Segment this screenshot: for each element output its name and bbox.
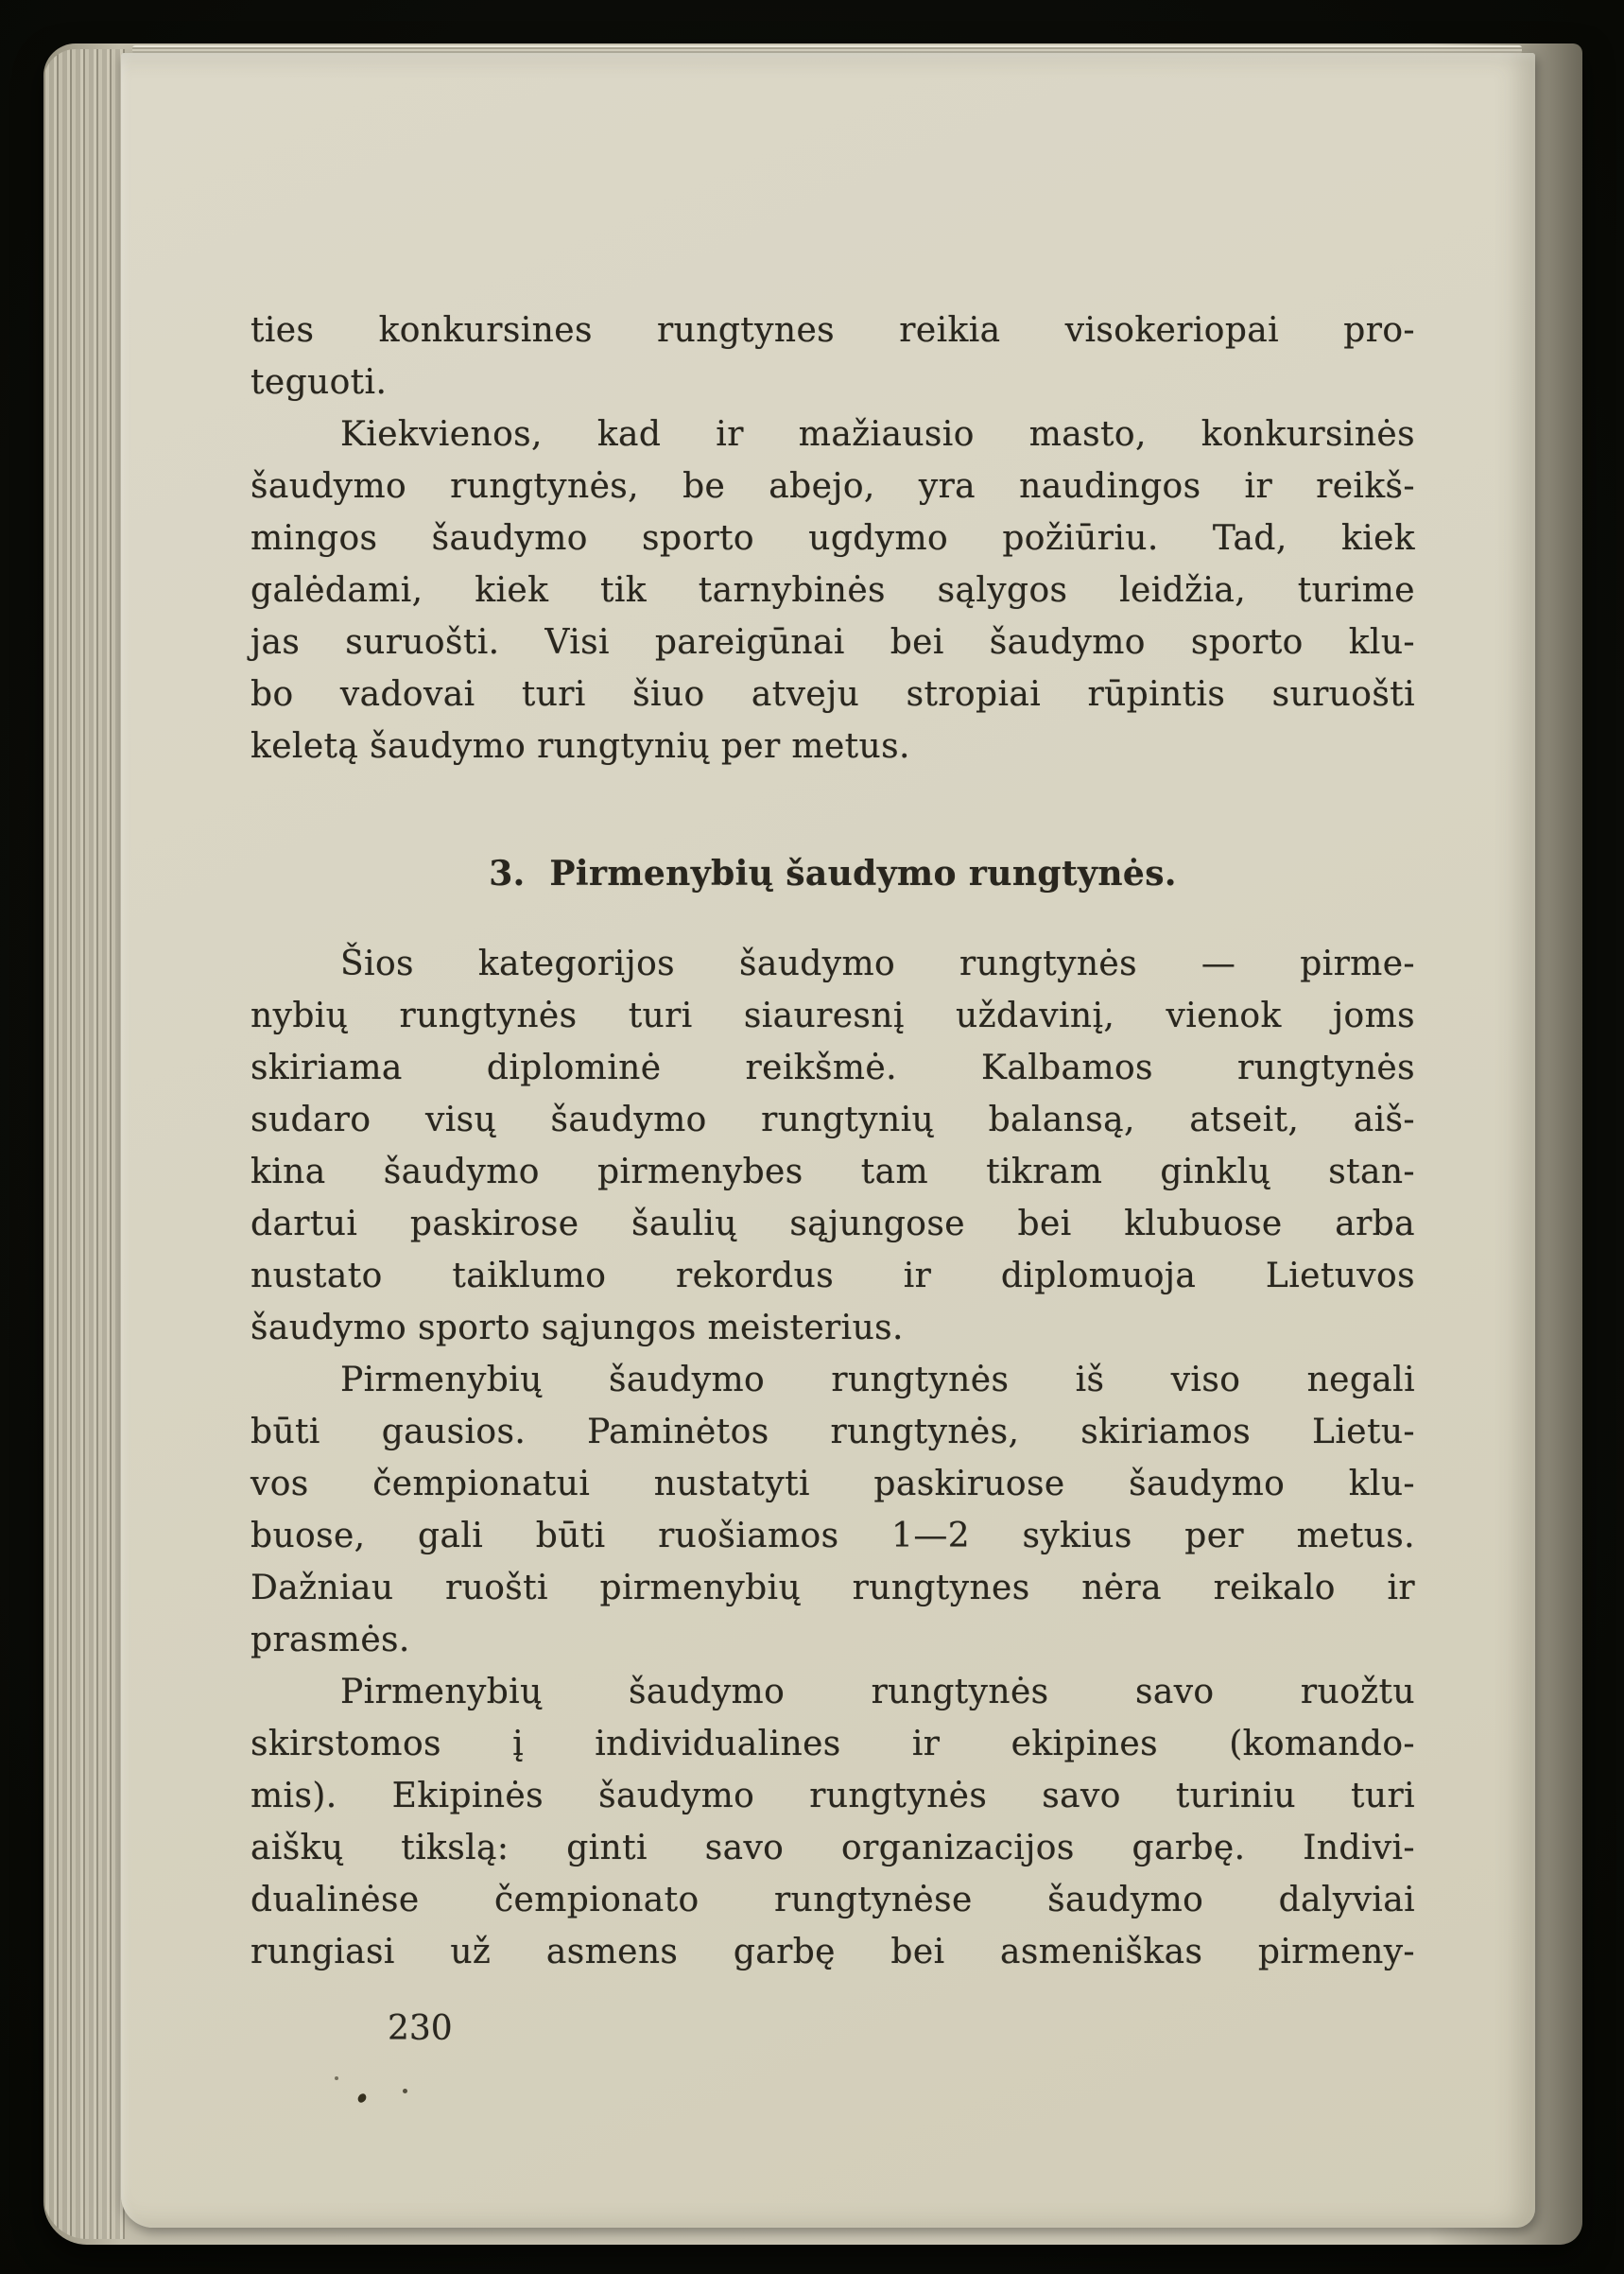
- text-line: bo vadovai turi šiuo atveju stropiai rūpintis suruošti: [251, 675, 1415, 714]
- text-line: rungiasi už asmens garbę bei asmeniškas pirmeny-: [251, 1933, 1415, 1971]
- text-line: šaudymo sporto sąjungos meisterius.: [251, 1309, 904, 1347]
- text-line: teguoti.: [251, 363, 388, 402]
- text-line: aiškų tikslą: ginti savo organizacijos garbę. Indivi-: [251, 1829, 1415, 1867]
- text-line: ties konkursines rungtynes reikia visokeriopai pro-: [251, 311, 1415, 350]
- text-line: dualinėse čempionato rungtynėse šaudymo dalyviai: [251, 1881, 1415, 1919]
- page-fore-edges: [43, 49, 125, 2239]
- text-line: Šios kategorijos šaudymo rungtynės — pirme-: [340, 945, 1415, 983]
- text-line: Pirmenybių šaudymo rungtynės savo ruožtu: [340, 1673, 1415, 1711]
- text-line: mingos šaudymo sporto ugdymo požiūriu. Tad, kiek: [251, 519, 1415, 558]
- text-line: nybių rungtynės turi siauresnį uždavinį, vienok joms: [251, 997, 1415, 1035]
- text-line: dartui paskirose šaulių sąjungose bei klubuose arba: [251, 1205, 1415, 1243]
- text-line: prasmės.: [251, 1621, 410, 1659]
- text-line: buose, gali būti ruošiamos 1—2 sykius per metus.: [251, 1517, 1415, 1555]
- text-line: jas suruošti. Visi pareigūnai bei šaudymo sporto klu-: [251, 623, 1415, 662]
- text-line: keletą šaudymo rungtynių per metus.: [251, 727, 910, 766]
- text-line: skirstomos į individualines ir ekipines (komando-: [251, 1725, 1415, 1763]
- text-line: nustato taiklumo rekordus ir diplomuoja Lietuvos: [251, 1257, 1415, 1295]
- ink-speck: [335, 2076, 338, 2080]
- text-column: [251, 304, 1415, 1978]
- text-line: Kiekvienos, kad ir mažiausio masto, konkursinės: [340, 415, 1415, 454]
- book-page: [121, 53, 1535, 2228]
- text-line: būti gausios. Paminėtos rungtynės, skiriamos Lietu-: [251, 1413, 1415, 1451]
- text-line: galėdami, kiek tik tarnybinės sąlygos leidžia, turime: [251, 571, 1415, 610]
- text-line: vos čempionatui nustatyti paskiruose šaudymo klu-: [251, 1465, 1415, 1503]
- ink-speck: [403, 2089, 407, 2093]
- text-line: mis). Ekipinės šaudymo rungtynės savo turiniu turi: [251, 1777, 1415, 1815]
- text-line: Pirmenybių šaudymo rungtynės iš viso negali: [340, 1361, 1415, 1399]
- page-number: 230: [388, 2009, 453, 2048]
- text-line: Dažniau ruošti pirmenybių rungtynes nėra reikalo ir: [251, 1569, 1415, 1607]
- text-line: skiriama diplominė reikšmė. Kalbamos rungtynės: [251, 1049, 1415, 1087]
- text-line: šaudymo rungtynės, be abejo, yra naudingos ir reikš-: [251, 467, 1415, 506]
- ink-speck: [356, 2092, 368, 2105]
- text-line: sudaro visų šaudymo rungtynių balansą, atseit, aiš-: [251, 1101, 1415, 1139]
- section-heading: 3. Pirmenybių šaudymo rungtynės.: [489, 854, 1177, 894]
- text-line: kina šaudymo pirmenybes tam tikram ginklų stan-: [251, 1153, 1415, 1191]
